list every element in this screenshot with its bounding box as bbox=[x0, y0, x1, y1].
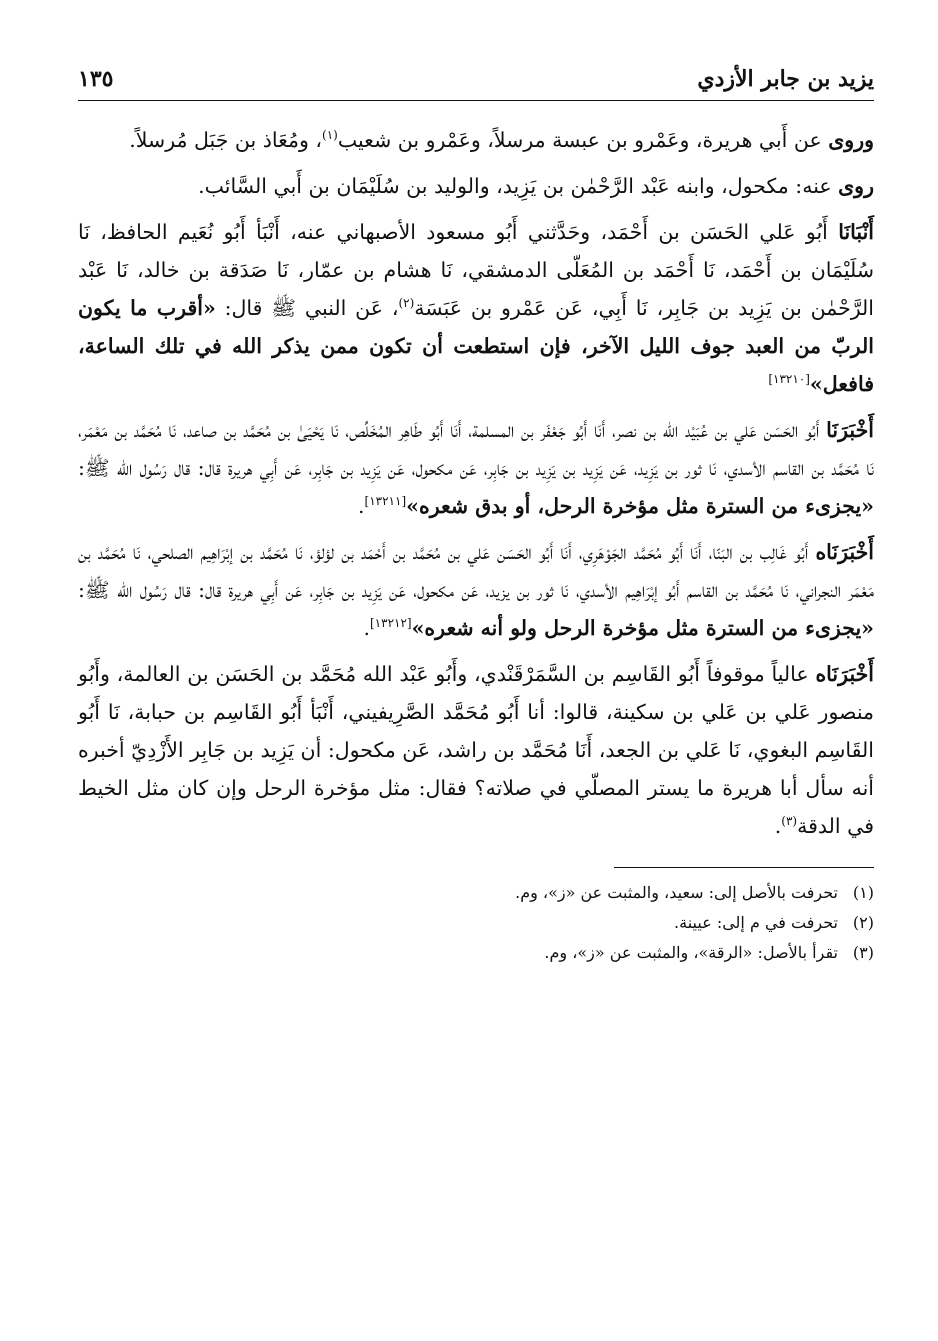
footnote-marker: (١) bbox=[322, 128, 338, 143]
paragraph-text: عن أَبي هريرة، وعَمْرو بن عبسة مرسلاً، وعَمْرو بن شعيب bbox=[337, 128, 829, 152]
paragraph bbox=[78, 411, 874, 525]
paragraph-text: عالياً موقوفاً أَبُو القَاسِم بن السَّمَرْقَنْدي، وأَبُو عَبْد الله مُحَمَّد بن الحَسَن بن العالمة، وأَبُو منصور عَلي بن عَلي بن سكينة، قالوا: أنا أَبُو مُحَمَّد الصَّرِيفيني، أَنْبَأ أَبُو القَاسِم بن حبابة، نَا أَبُو القَاسِم البغوي، نَا عَلي بن الجعد، أَنَا مُحَمَّد بن راشد، عَن مكحول: أن يَزِيد بن جَابِر الأَزْدِيّ أخبره أنه سأل أبا هريرة ما يستر المصلّي في صلاته؟ فقال: مثل مؤخرة الرحل وإن كان مثل الخيط في الدقة bbox=[78, 662, 874, 838]
footnote-marker: [١٣٢١١] bbox=[364, 494, 407, 509]
footnote-marker: [١٣٢١٠] bbox=[768, 372, 810, 387]
footnote-marker: (٣) bbox=[781, 814, 798, 829]
paragraph-text: أَبُو عَلي الحَسَن بن أَحْمَد، وحَدَّثني أَبُو مسعود الأصبهاني عنه، أَنْبَأ أَبُو نُعَيم الحافظ، نَا سُلَيْمَان بن أَحْمَد، نَا أَحْمَد بن المُعَلّى الدمشقي، نَا هشام بن عمّار، نَا صَدَقة بن خالد، نَا عَبْد الرَّحْمٰن بن يَزِيد بن جَابِر، نَا أَبِي، عَن عَمْرو بن عَبَسَة bbox=[78, 220, 875, 320]
paragraph bbox=[78, 655, 874, 845]
paragraph bbox=[78, 533, 874, 647]
hadith-quote: «أقرب ما يكون الربّ من العبد جوف الليل الآخر، فإن استطعت أن تكون ممن يذكر الله في تلك الساعة، فافعل» bbox=[78, 296, 874, 396]
paragraph-lead-word: أَنْبَانَا bbox=[838, 220, 874, 244]
paragraph-lead-word: أَخْبَرَنَاه bbox=[815, 662, 874, 686]
book-page bbox=[78, 58, 874, 1298]
paragraph-text: . bbox=[774, 814, 782, 838]
footnote-number: (٢) bbox=[852, 913, 874, 932]
main-text bbox=[78, 121, 874, 845]
footnote bbox=[78, 938, 874, 968]
page-number: ١٣٥ bbox=[78, 66, 114, 92]
running-title: يزيد بن جابر الأزدي bbox=[697, 66, 874, 92]
footnote-number: (٣) bbox=[852, 943, 874, 962]
paragraph-text: عنه: مكحول، وابنه عَبْد الرَّحْمٰن بن يَزِيد، والوليد بن سُلَيْمَان بن أَبي السَّائب. bbox=[198, 174, 839, 198]
paragraph-text: ، عَن النبي ﷺ قال: bbox=[215, 296, 399, 320]
paragraph-lead-word: روى bbox=[838, 174, 874, 198]
hadith-quote: «يجزىء من السترة مثل مؤخرة الرحل، أو بدق شعره» bbox=[406, 494, 874, 518]
paragraph-text: . bbox=[358, 494, 365, 518]
paragraph-text: . bbox=[363, 616, 370, 640]
footnote-number: (١) bbox=[852, 883, 874, 902]
footnote-marker: (٢) bbox=[398, 296, 415, 311]
footnote bbox=[78, 908, 874, 938]
hadith-quote: «يجزىء من السترة مثل مؤخرة الرحل ولو أنه شعره» bbox=[411, 616, 874, 640]
paragraph-lead-word: أَخْبَرَنَاه bbox=[815, 540, 874, 564]
paragraph-text: أَبُو الحَسَن عَلي بن عُبَيْد اللّه بن نصر، أَنَا أَبُو جَعْفَر بن المسلمة، أَنَا أَبُو طَاهِر المُخَلِّص، نَا يَحْيَىٰ بن مُحَمَّد بن صاعد، نَا مُحَمَّد بن مَعْمَر، نَا مُحَمَّد بن القاسم الأسدي، نَا ثور بن يَزِيد، عَن يَزِيد بن يَزِيد بن جَابِر، عَن مكحول، عَن يَزِيد بن جَابِر، عَن أَبِي هريرة قال: قال رَسُول الله ﷺ: bbox=[78, 418, 874, 480]
footnotes bbox=[78, 878, 874, 968]
paragraph-lead-word: أَخْبَرَنَا bbox=[826, 418, 874, 442]
footnote-text: تحرفت في م إلى: عيينة. bbox=[674, 913, 838, 932]
running-head bbox=[78, 58, 874, 101]
footnote-text: تحرفت بالأصل إلى: سعيد، والمثبت عن «ز»، وم. bbox=[515, 883, 838, 902]
footnote-text: تقرأ بالأصل: «الرقة»، والمثبت عن «ز»، وم. bbox=[544, 943, 838, 962]
paragraph bbox=[78, 121, 874, 159]
paragraph bbox=[78, 213, 874, 403]
paragraph-text: أَبُو غَالِب بن البَنّا، أَنَا أَبُو مُحَمَّد الجَوْهَرِي، أَنَا أَبُو الحَسَن عَلي بن مُحَمَّد بن أَحْمَد بن لؤلؤ، نَا مُحَمَّد بن إبْرَاهِيم الصلحي، نَا مُحَمَّد بن مَعْمَر النجراني، نَا مُحَمَّد بن القاسم أَبُو إبْرَاهِيم الأسدي، نَا ثور بن يزيد، عَن مكحول، عَن يَزِيد بن جَابِر، عَن أَبِي هريرة قال: قال رَسُول الله ﷺ: bbox=[78, 540, 875, 602]
paragraph-lead-word: وروى bbox=[828, 128, 874, 152]
footnote-divider bbox=[614, 867, 874, 868]
footnote bbox=[78, 878, 874, 908]
footnote-marker: [١٣٢١٢] bbox=[369, 616, 412, 631]
paragraph bbox=[78, 167, 874, 205]
paragraph-text: ، ومُعَاذ بن جَبَل مُرسلاً. bbox=[129, 128, 323, 152]
